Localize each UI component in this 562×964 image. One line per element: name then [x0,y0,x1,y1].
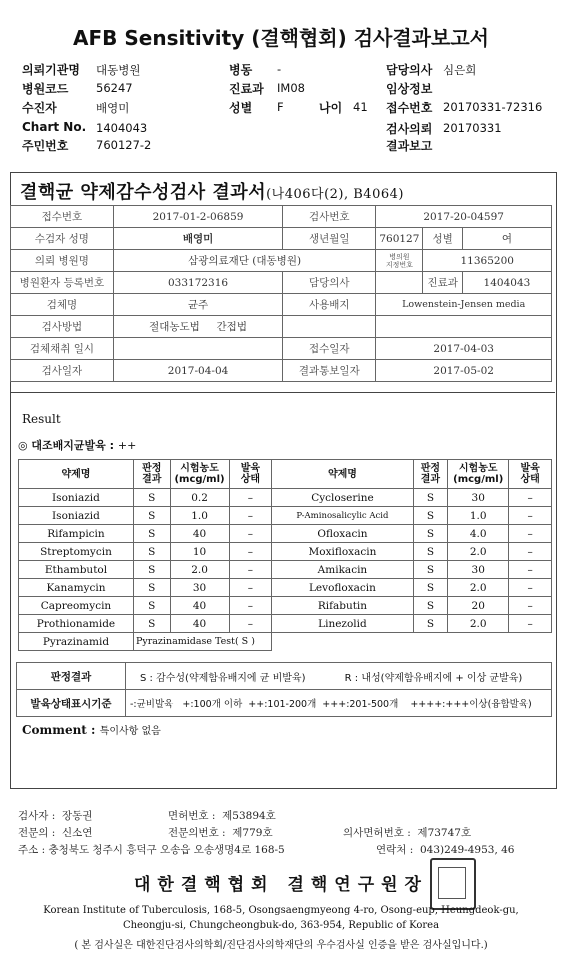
dept-cell-value: 1404043 [462,272,551,294]
accept-value: 2017-04-03 [376,338,552,360]
header-drug-2: 약제명 [272,460,413,489]
request-org-label: 의뢰기관명 [22,63,80,77]
specialist-label: 전문의 : [18,827,56,839]
drug-growth: – [509,561,552,579]
dept-cell-label: 진료과 [423,272,462,294]
drug-concentration: 2.0 [448,543,509,561]
test-date-value: 2017-04-04 [113,360,282,382]
drug-result: S [133,561,170,579]
birth-label: 생년월일 [283,228,376,250]
drug-growth: – [509,525,552,543]
doctor-cell-label: 담당의사 [283,272,376,294]
drug-growth: – [509,615,552,633]
drug-row [19,561,552,579]
chart-value: 1404043 [96,121,148,135]
drug-growth: – [229,561,272,579]
sex-value: F [277,100,284,114]
header-growth-2: 발육 상태 [509,460,552,489]
drug-row [19,615,552,633]
growth-legend-text: -:균비발육 +:100개 이하 ++:101-200개 +++:201-500개 ++++:+++이상(융합발육) [126,690,552,717]
doctor-license [343,825,471,840]
receipt-no-label: 접수번호 [11,206,114,228]
judge-s-text: S : 감수성(약제함유배지에 균 비발육) [140,672,306,684]
drug-growth: – [509,543,552,561]
specimen-value: 균주 [113,294,282,316]
drug-concentration: 30 [448,561,509,579]
growth-legend-label: 발육상태표시기준 [17,690,126,717]
official-seal-stamp [430,858,476,910]
receipt-label: 접수번호 [386,101,433,115]
report-subtitle: (나406다(2), B4064) [266,187,404,202]
drug-concentration: 0.2 [170,489,229,507]
drug-growth: – [509,579,552,597]
contact-value: 043)249-4953, 46 [420,844,515,856]
drug-concentration: 4.0 [448,525,509,543]
address-value: 충청북도 청주시 흥덕구 오송읍 오송생명4로 168-5 [48,844,285,856]
control-growth [18,437,136,453]
test-date-label: 검사일자 [11,360,114,382]
license-label: 면허번호 : [168,810,216,822]
dept-value: IM08 [277,81,305,95]
exam-req-value: 20170331 [443,121,502,135]
clinical-label: 임상정보 [386,82,433,96]
drug-result: S [133,597,170,615]
sex-cell-label: 성별 [423,228,462,250]
doctor-license-label: 의사면허번호 : [343,827,411,839]
doctor-label: 담당의사 [386,63,433,77]
drug-result: S [413,489,448,507]
drug-result: S [133,579,170,597]
judge-r-text: R : 내성(약제함유배지에 + 이상 균발육) [344,672,523,684]
sex-cell-value: 여 [462,228,551,250]
drug-result: S [413,525,448,543]
notify-value: 2017-05-02 [376,360,552,382]
patient-label: 수진자 [22,101,57,115]
document-title: AFB Sensitivity (결핵협회) 검사결과보고서 [73,26,489,50]
examiner-label: 검사자 : [18,810,56,822]
age-label: 나이 [319,101,343,115]
hospital-code-value: 56247 [96,81,133,95]
method-blank-2 [376,316,552,338]
drug-row [19,597,552,615]
sex-label: 성별 [229,101,253,115]
request-org-value: 대동병원 [96,63,141,77]
drug-growth: – [229,615,272,633]
drug-table-header [19,460,552,489]
drug-growth: – [229,525,272,543]
drug-growth: – [229,597,272,615]
drug-result: S [413,507,448,525]
legend-table [16,662,552,717]
result-label: Result [22,412,61,426]
drug-growth: – [509,489,552,507]
judge-legend-label: 판정결과 [17,663,126,690]
drug-growth: – [229,489,272,507]
specialist [18,825,92,840]
drug-row [19,579,552,597]
chart-label: Chart No. [22,120,87,134]
drug-name: Prothionamide [19,615,134,633]
method-blank-1 [283,316,376,338]
judge-legend-text [126,663,552,690]
specialist-value: 신소연 [62,827,93,839]
address [18,842,285,857]
drug-result: S [413,579,448,597]
drug-name: Isoniazid [19,489,134,507]
doctor-value: 심은희 [443,63,477,77]
header-conc: 시험농도 (mcg/ml) [170,460,229,489]
exam-no-label: 검사번호 [283,206,376,228]
collect-value [113,338,282,360]
drug-result: S [413,597,448,615]
reg-no-value: 033172316 [113,272,282,294]
hospital-value: 삼광의료재단 (대동병원) [113,250,376,272]
report-title [20,178,404,204]
certification-note: ( 본 검사실은 대한진단검사의학회/진단검사의학재단의 우수검사실 인증을 받은 검사실입니다.) [74,940,488,951]
age-value: 41 [353,100,368,114]
drug-growth: – [509,507,552,525]
drug-row [19,525,552,543]
drug-name: Linezolid [272,615,413,633]
examiner-value: 장동권 [62,810,93,822]
drug-concentration: 40 [170,525,229,543]
drug-name: Cycloserine [272,489,413,507]
drug-result: S [133,543,170,561]
method-value [113,316,282,338]
seal-pattern [438,867,466,899]
spec-license [168,825,273,840]
drug-result: S [413,543,448,561]
receipt-no-value: 2017-01-2-06859 [113,206,282,228]
ward-label: 병동 [229,63,253,77]
drug-name: Streptomycin [19,543,134,561]
drug-row [19,507,552,525]
report-title-text: 결핵균 약제감수성검사 결과서 [20,182,267,203]
drug-growth: – [229,507,272,525]
doctor-license-value: 제73747호 [417,827,472,839]
ward-value: - [277,62,282,76]
designated-label: 병의원 지정번호 [376,250,423,272]
drug-growth: – [229,579,272,597]
drug-result: S [413,615,448,633]
drug-growth: – [229,543,272,561]
drug-result: S [133,489,170,507]
dept-label: 진료과 [229,82,264,96]
comment-label: Comment : [22,723,96,737]
drug-concentration: 30 [170,579,229,597]
medium-label: 사용배지 [283,294,376,316]
drug-concentration: 30 [448,489,509,507]
doctor-cell-value [376,272,423,294]
drug-concentration: 1.0 [448,507,509,525]
specimen-label: 검체명 [11,294,114,316]
empty-cell [272,633,552,651]
drug-name: Levofloxacin [272,579,413,597]
drug-concentration: 1.0 [170,507,229,525]
receipt-value: 20170331-72316 [443,100,543,114]
drug-name: Isoniazid [19,507,134,525]
header-judge: 판정 결과 [133,460,170,489]
header-drug: 약제명 [19,460,134,489]
patient-name-value: 배영미 [113,228,282,250]
medium-value: Lowenstein-Jensen media [376,294,552,316]
method-2: 간접법 [216,321,247,333]
result-report-label: 결과보고 [386,139,433,153]
drug-name: Moxifloxacin [272,543,413,561]
drug-result: S [133,507,170,525]
drug-name: Ofloxacin [272,525,413,543]
drug-name: Amikacin [272,561,413,579]
method-1: 절대농도법 [149,321,200,333]
drug-concentration: 40 [170,597,229,615]
method-label: 검사방법 [11,316,114,338]
drug-result: S [133,615,170,633]
pyrazinamidase-test: Pyrazinamidase Test( S ) [133,633,271,651]
drug-name: Rifabutin [272,597,413,615]
designated-value: 11365200 [423,250,552,272]
drug-row [19,489,552,507]
address-label: 주소 : [18,844,46,856]
collect-label: 검체채취 일시 [11,338,114,360]
header-judge-2: 판정 결과 [413,460,448,489]
drug-concentration: 10 [170,543,229,561]
exam-req-label: 검사의뢰 [386,122,433,136]
drug-row [19,543,552,561]
license-value: 제53894호 [222,810,276,822]
hospital-code-label: 병원코드 [22,82,69,96]
drug-name: Kanamycin [19,579,134,597]
control-growth-label: ◎ 대조배지균발육 : [18,439,115,452]
drug-name: Rifampicin [19,525,134,543]
patient-value: 배영미 [96,101,130,115]
english-address-1: Korean Institute of Tuberculosis, 168-5, Osongsaengmyeong 4-ro, Osong-eup, Heungdeok-gu, [43,905,519,916]
contact [376,842,515,857]
license [168,808,276,823]
rrn-value: 760127-2 [96,138,152,152]
accept-label: 접수일자 [283,338,376,360]
birth-value: 760127 [376,228,423,250]
examiner [18,808,92,823]
drug-concentration: 2.0 [170,561,229,579]
header-conc-2: 시험농도 (mcg/ml) [448,460,509,489]
drug-concentration: 20 [448,597,509,615]
header-growth: 발육 상태 [229,460,272,489]
drug-concentration: 2.0 [448,615,509,633]
english-address-2: Cheongju-si, Chungcheongbuk-do, 363-954, Republic of Korea [122,920,440,931]
drug-name: Pyrazinamid [19,633,134,651]
drug-concentration: 2.0 [448,579,509,597]
notify-label: 결과통보일자 [283,360,376,382]
exam-no-value: 2017-20-04597 [376,206,552,228]
drug-result: S [133,525,170,543]
drug-name: Capreomycin [19,597,134,615]
pyrazinamid-row [19,633,552,651]
spec-license-label: 전문의번호 : [168,827,226,839]
reg-no-label: 병원환자 등록번호 [11,272,114,294]
section-divider [10,392,555,393]
info-table [10,205,552,382]
drug-growth: – [509,597,552,615]
drug-concentration: 40 [170,615,229,633]
comment-text: 특이사항 없음 [99,726,161,737]
drug-result: S [413,561,448,579]
hospital-label: 의뢰 병원명 [11,250,114,272]
drug-name: Ethambutol [19,561,134,579]
rrn-label: 주민번호 [22,139,69,153]
contact-label: 연락처 : [376,844,414,856]
drug-name: P-Aminosalicylic Acid [272,507,413,525]
comment [22,722,161,737]
drug-table [18,459,552,651]
control-growth-value: ++ [117,439,137,452]
organization-name: 대한결핵협회 결핵연구원장 [134,875,428,895]
spec-license-value: 제779호 [232,827,273,839]
patient-name-label: 수검자 성명 [11,228,114,250]
